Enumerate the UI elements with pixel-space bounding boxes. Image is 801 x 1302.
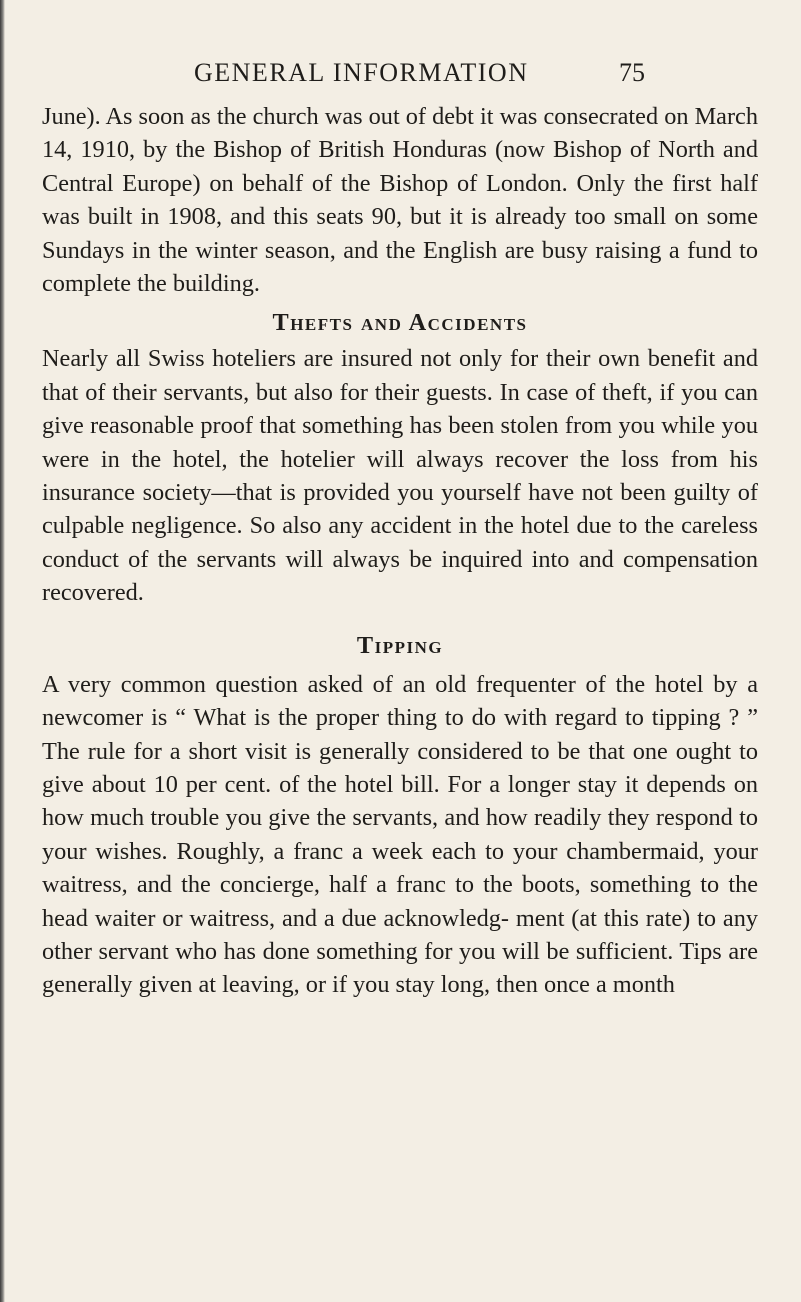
page-edge-shadow (0, 0, 5, 1302)
paragraph-thefts: Nearly all Swiss hoteliers are insured not only for their own benefit and that of their servants, but also for their guests. In case of theft, if you can give reasonable proof that something has been stolen from you while you were in the hotel, the hotelier will always recover the loss from his insurance society—that is provided you yourself have not been guilty of culpable negligence. So also any accident in the hotel due to the careless conduct of the servants will always be inquired into and compensation recovered. (42, 345, 758, 607)
paragraph-church: June). As soon as the church was out of debt it was consecrated on March 14, 1910, by the Bishop of British Honduras (now Bishop of North and Central Europe) on behalf of the Bishop of London. Only the first half was built in 1908, and this seats 90, but it is already too small on some Sundays in the winter season, and the English are busy raising a fund to complete the building. (42, 103, 758, 298)
running-title: GENERAL INFORMATION (194, 58, 529, 87)
book-page (42, 58, 758, 1002)
paragraph-tipping: A very common question asked of an old frequenter of the hotel by a newcomer is “ What is the proper thing to do with regard to tipping ? ” The rule for a short visit is generally considered to be that one ought to give about 10 per cent. of the hotel bill. For a longer stay it depends on how much trouble you give the servants, and how readily they respond to your wishes. Roughly, a franc a week each to your chambermaid, your waitress, and the concierge, half a franc to the boots, something to the head waiter or waitress, and a due acknowledg- ment (at this rate) to any other servant who has done something for you will be sufficient. Tips are generally given at leaving, or if you stay long, then once a month (42, 670, 758, 999)
running-head (42, 58, 758, 98)
section-heading-thefts: Thefts and Accidents (272, 309, 528, 337)
page-number: 75 (619, 58, 645, 87)
section-heading-tipping: Tipping (356, 631, 444, 659)
